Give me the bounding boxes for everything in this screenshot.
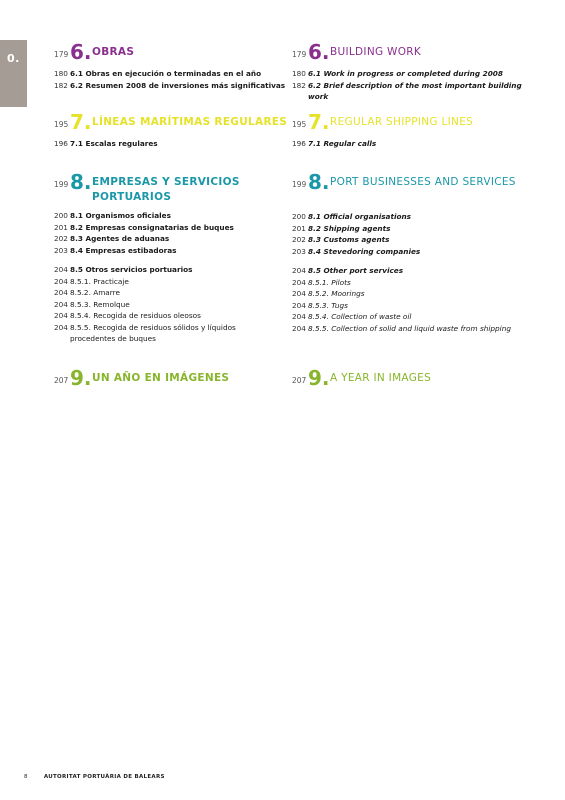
section-number: 9. [70, 366, 92, 390]
item-label: procedentes de buques [70, 334, 156, 343]
section-page: 179 [292, 50, 307, 59]
section-title-line2: PORTUARIOS [92, 191, 172, 203]
toc-item[interactable] [292, 211, 532, 223]
toc-item[interactable] [54, 233, 294, 245]
section-number: 9. [308, 366, 330, 390]
item-label: 8.4 Empresas estibadoras [70, 245, 177, 255]
item-page: 204 [292, 289, 306, 298]
section-title: REGULAR SHIPPING LINES [330, 116, 474, 128]
item-page: 204 [54, 322, 68, 332]
section-title [92, 176, 240, 189]
item-page: 180 [292, 69, 306, 78]
toc-item[interactable] [54, 138, 294, 150]
item-label: 8.5.5. Collection of solid and liquid waste from shipping [308, 323, 511, 333]
toc-item[interactable] [292, 234, 532, 246]
chapter-tab [0, 40, 27, 107]
toc-item[interactable] [54, 68, 294, 80]
item-page: 204 [54, 299, 68, 309]
item-page: 204 [292, 300, 306, 310]
item-label: 6.2 Resumen 2008 de inversiones más significativas [70, 80, 286, 90]
toc-item[interactable] [292, 246, 532, 258]
toc-item[interactable] [54, 276, 294, 288]
item-label: 8.1 Organismos oficiales [70, 211, 171, 220]
item-label: 8.5 Other port services [308, 266, 404, 275]
chapter-tab-label: 0. [7, 52, 20, 65]
section-number: 8. [70, 170, 92, 194]
toc-item[interactable] [292, 265, 532, 277]
toc-item[interactable] [54, 80, 294, 92]
toc-section-7-en [292, 108, 532, 150]
toc-item[interactable] [292, 68, 532, 80]
toc-item[interactable] [54, 264, 294, 276]
toc-item[interactable] [292, 80, 532, 103]
item-label: 8.1 Official organisations [308, 212, 412, 221]
section-page: 179 [54, 50, 69, 59]
toc-item[interactable] [54, 245, 294, 257]
item-page: 200 [292, 212, 306, 221]
item-label: 6.1 Obras en ejecución o terminadas en el año [70, 69, 262, 78]
item-label: 8.5.4. Recogida de residuos oleosos [70, 311, 201, 320]
toc-item[interactable] [292, 311, 532, 323]
toc-item[interactable] [292, 223, 532, 235]
item-label: 8.5.3. Remolque [70, 299, 130, 309]
toc-section-6-en [292, 38, 532, 103]
item-page: 203 [54, 245, 68, 255]
section-title: PORT BUSINESSES AND SERVICES [330, 176, 516, 188]
toc-section-8-en [292, 168, 532, 334]
item-page: 204 [54, 288, 68, 297]
section-page: 207 [292, 376, 307, 385]
toc-item-continuation [54, 333, 294, 345]
toc-section-7-es [54, 108, 294, 150]
item-page: 180 [54, 69, 68, 78]
item-page: 196 [54, 139, 68, 148]
section-number: 6. [308, 40, 330, 64]
toc-section-8-es [54, 168, 294, 345]
item-label: 8.5 Otros servicios portuarios [70, 265, 193, 274]
item-page: 202 [292, 235, 306, 244]
toc-item[interactable] [54, 222, 294, 234]
section-page: 207 [54, 376, 69, 385]
item-label: 8.2 Empresas consignatarias de buques [70, 222, 234, 232]
section-title: BUILDING WORK [330, 46, 422, 58]
item-label: 6.2 Brief description of the most important building work [308, 80, 522, 101]
item-label: 8.5.3. Tugs [308, 300, 348, 310]
item-label: 8.3 Customs agents [308, 235, 390, 244]
toc-section-9-en [292, 364, 532, 388]
toc-item[interactable] [54, 287, 294, 299]
section-title: LÍNEAS MARÍTIMAS REGULARES [92, 116, 288, 128]
item-page: 182 [54, 80, 68, 90]
item-page: 201 [292, 223, 306, 233]
item-page: 202 [54, 234, 68, 243]
item-label: 8.5.5. Recogida de residuos sólidos y líquidos [70, 322, 236, 332]
item-page: 200 [54, 211, 68, 220]
toc-item[interactable] [54, 210, 294, 222]
toc-section-9-es [54, 364, 294, 388]
item-page: 204 [54, 276, 68, 286]
toc-section-6-es [54, 38, 294, 91]
toc-item[interactable] [292, 288, 532, 300]
item-page: 196 [292, 139, 306, 148]
item-page: 204 [54, 265, 68, 274]
item-page: 204 [54, 311, 68, 320]
section-title-line1: EMPRESAS Y SERVICIOS [92, 176, 240, 188]
page-footer [24, 774, 165, 780]
section-page: 195 [54, 120, 69, 129]
item-label: 8.3 Agentes de aduanas [70, 234, 170, 243]
item-label: 8.5.1. Practicaje [70, 276, 129, 286]
footer-page-number: 8 [24, 774, 28, 780]
section-title: OBRAS [92, 46, 135, 58]
item-page: 203 [292, 246, 306, 256]
section-page: 199 [292, 180, 307, 189]
item-label: 8.5.1. Pilots [308, 277, 351, 287]
section-page: 199 [54, 180, 69, 189]
section-number: 6. [70, 40, 92, 64]
footer-publisher: AUTORITAT PORTUÀRIA DE BALEARS [43, 774, 165, 780]
section-number: 7. [70, 110, 92, 134]
toc-item[interactable] [292, 300, 532, 312]
section-number: 8. [308, 170, 330, 194]
item-label: 8.5.2. Amarre [70, 288, 120, 297]
item-label: 8.5.4. Collection of waste oil [308, 312, 412, 321]
item-label: 8.5.2. Moorings [308, 289, 365, 298]
toc-item[interactable] [292, 323, 532, 335]
item-label: 6.1 Work in progress or completed during 2008 [308, 69, 503, 78]
item-page: 204 [292, 277, 306, 287]
item-label: 7.1 Escalas regulares [70, 139, 158, 148]
item-label: 8.2 Shipping agents [308, 223, 391, 233]
section-title: A YEAR IN IMAGES [330, 372, 432, 384]
section-page: 195 [292, 120, 307, 129]
toc-item[interactable] [292, 277, 532, 289]
item-page: 182 [292, 80, 306, 90]
toc-item[interactable] [54, 310, 294, 322]
toc-item[interactable] [292, 138, 532, 150]
toc-item[interactable] [54, 322, 294, 334]
item-label: 8.4 Stevedoring companies [308, 246, 421, 256]
section-number: 7. [308, 110, 330, 134]
item-page: 204 [292, 323, 306, 333]
item-page: 201 [54, 222, 68, 232]
section-title: UN AÑO EN IMÁGENES [92, 372, 230, 384]
item-page: 204 [292, 312, 306, 321]
toc-item[interactable] [54, 299, 294, 311]
item-page: 204 [292, 266, 306, 275]
item-label: 7.1 Regular calls [308, 139, 377, 148]
